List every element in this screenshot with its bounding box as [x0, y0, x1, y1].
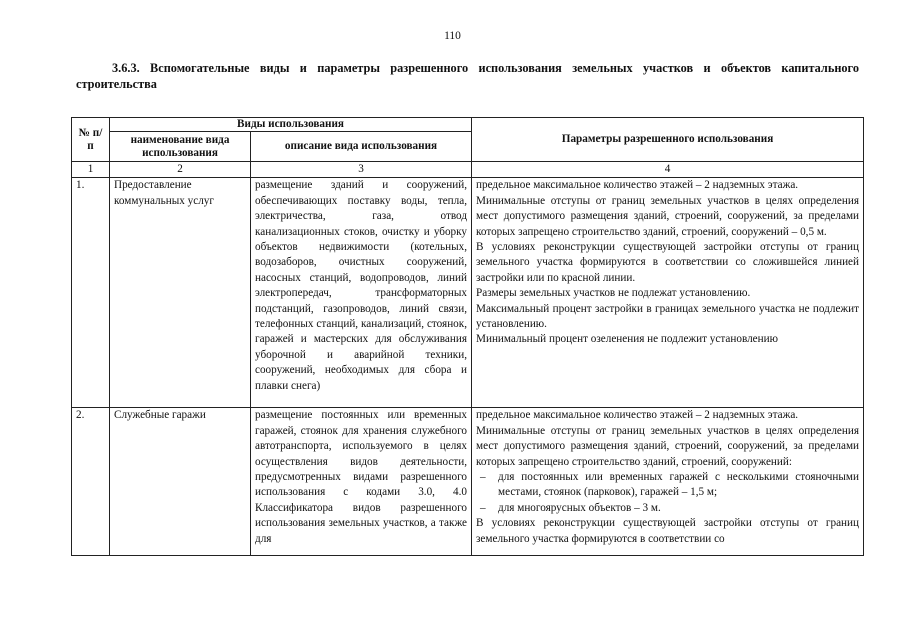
header-num: № п/п: [72, 118, 110, 162]
section-title: 3.6.3. Вспомогательные виды и параметры разрешенного использования земельных участков и объектов капитального строительства: [76, 61, 859, 91]
param-line: Размеры земельных участков не подлежат установлению.: [476, 287, 751, 300]
param-list: [476, 470, 859, 516]
param-line: предельное максимальное количество этажей – 2 надземных этажа.: [476, 179, 799, 192]
col-number: 2: [110, 162, 251, 178]
usage-params: [472, 408, 864, 556]
header-params: Параметры разрешенного использования: [472, 118, 864, 162]
row-number: 1.: [72, 178, 110, 408]
header-usage-desc: описание вида использования: [251, 132, 472, 162]
header-usage-types: Виды использования: [110, 118, 472, 132]
param-line: Максимальный процент застройки в границах земельного участка не подлежит установлению.: [476, 302, 860, 331]
param-list-item: – для постоянных или временных гаражей с несколькими стояночными местами, стоянок (парковок), гаражей – 1,5 м;: [476, 470, 859, 501]
param-line: В условиях реконструкции существующей застройки отступы от границ земельного участка формируются в соответствии со сложившейся линией застройки или по красной линии.: [476, 241, 860, 284]
col-number: 1: [72, 162, 110, 178]
param-line: Минимальный процент озеленения не подлежит установлению: [476, 333, 778, 346]
usage-name: Предоставление коммунальных услуг: [110, 178, 251, 408]
param-line: Минимальные отступы от границ земельных участков в целях определения мест допустимого размещения зданий, строений, сооружений, за пределами которых запрещено строительство зданий, строений, сооружений – 0,5 м.: [476, 194, 860, 238]
usage-name: Служебные гаражи: [110, 408, 251, 556]
param-line: В условиях реконструкции существующей застройки отступы от границ земельного участка формируются в соответствии со: [476, 517, 860, 545]
param-list-item: – для многоярусных объектов – 3 м.: [476, 501, 859, 516]
col-number: 3: [251, 162, 472, 178]
table-header-row: [72, 118, 864, 132]
usage-description: размещение зданий и сооружений, обеспечивающих поставку воды, тепла, электричества, газа, отвод канализационных стоков, очистку и уборку объектов недвижимости (котельных, водозаборов, очистных сооружений, насосных станций, водопроводов, линий электропередач, трансформаторных подстанций, газопроводов, линий связи, телефонных станций, канализаций, стоянок, гаражей и мастерских для обслуживания уборочной и аварийной техники, сооружений, необходимых для сбора и плавки снега): [251, 178, 472, 408]
param-line: Минимальные отступы от границ земельных участков в целях определения мест допустимого размещения зданий, строений, сооружений, за пределами которых запрещено строительство зданий, строений, сооружений:: [476, 424, 860, 468]
table-row: [72, 178, 864, 408]
row-number: 2.: [72, 408, 110, 556]
page-number: 110: [444, 30, 461, 42]
usage-params-content: [476, 408, 859, 555]
column-numbers-row: [72, 162, 864, 178]
col-number: 4: [472, 162, 864, 178]
usage-parameters-table: [71, 117, 864, 556]
header-usage-name: наименование вида использования: [110, 132, 251, 162]
table-row: [72, 408, 864, 556]
usage-description-cell: [251, 408, 472, 556]
usage-params: [472, 178, 864, 408]
usage-description: размещение постоянных или временных гаражей, стоянок для хранения служебного автотранспорта, используемого в целях осуществления видов деятельности, предусмотренных видами разрешенного использования с кодами 3.0, 4.0 Классификатора видов разрешенного использования земельных участков, а также для: [255, 409, 468, 545]
param-line: предельное максимальное количество этажей – 2 надземных этажа.: [476, 409, 799, 422]
